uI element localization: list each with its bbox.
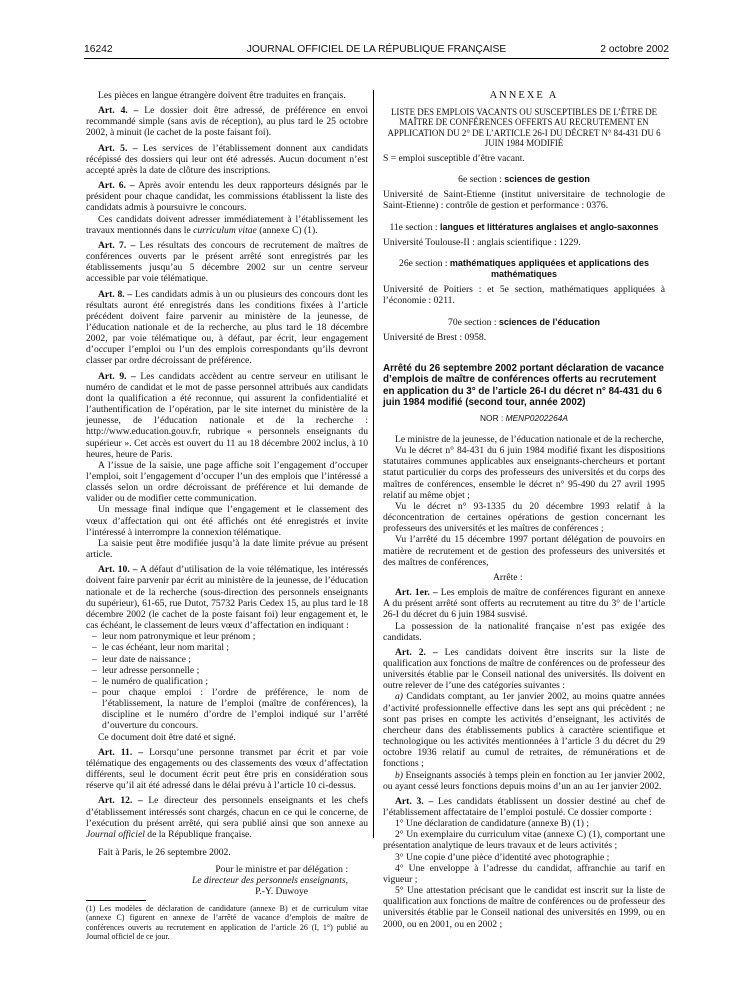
paragraph: La possession de la nationalité française n’est pas exigée des candidats. (383, 620, 665, 643)
left-column (86, 90, 368, 898)
section-entry: Université Toulouse-II : anglais scientifique : 1229. (383, 236, 581, 248)
section-heading: 26e section : mathématiques appliquées et applications des mathématiques (399, 257, 649, 280)
paragraph: Vu le décret n° 84-431 du 6 juin 1984 modifié fixant les dispositions statutaires communes applicables aux enseignants-chercheurs et portant statut particulier du corps des professeurs des universités et du corps des maîtres de conférences, ensemble le décret n° 95-490 du 27 avril 1995 relatif au même objet ; (383, 445, 665, 501)
paragraph: Vu le décret n° 93-1335 du 20 décembre 1993 relatif à la déconcentration de certaines opérations de gestion concernant les professeurs des universités et les maîtres de conférences ; (383, 500, 665, 535)
footnote-rule (86, 900, 146, 901)
article-label: Art. 2. – (395, 646, 438, 658)
article-6: Art. 6. – Après avoir entendu les deux rapporteurs désignés par le président pour chaque candidat, les commissions établissent la liste des candidats admis à poursuivre le concours. (86, 180, 368, 214)
article-label: Art. 7. – (98, 239, 136, 251)
section-heading: 6e section : sciences de gestion (458, 174, 590, 186)
page-header (84, 44, 669, 58)
article-label: Art. 1er. – (395, 587, 438, 599)
article-12: Art. 12. – Le directeur des personnels enseignants et les chefs d’établissement intéressés sont chargés, chacun en ce qui le concerne, de l’exécution du présent arrêté, qui sera publié ainsi que son annexe au Journal officiel de la République française. (86, 795, 368, 840)
list-item: 4° Une enveloppe à l’adresse du candidat, affranchie au tarif en vigueur ; (383, 862, 665, 885)
section-entry: Université de Brest : 0958. (383, 331, 487, 343)
paragraph: Le ministre de la jeunesse, de l’éducation nationale et de la recherche, (395, 434, 664, 445)
article-5: Art. 5. – Les services de l’établissement donnent aux candidats récépissé des dossiers qui leur ont été adressés. Aucun document n’est accepté après la date de clôture des inscriptions. (86, 142, 368, 176)
list-item: 5° Une attestation précisant que le candidat est inscrit sur la liste de qualification aux fonctions de maître de conférences ou de professeur des universités établie par le Conseil national des universités en 1999, ou en 2000, ou en 2001, ou en 2002 ; (383, 885, 665, 930)
article-label: Art. 8. – (98, 288, 133, 300)
column-divider (373, 90, 374, 838)
signature-place-date: Fait à Paris, le 26 septembre 2002. (98, 847, 231, 858)
list-item: 3° Une copie d’une pièce d’identité avec photographie ; (395, 851, 610, 863)
list-item: 1° Une déclaration de candidature (annexe B) (1) ; (395, 818, 590, 830)
section-entry: Université de Saint-Etienne (institut universitaire de technologie de Saint-Etienne) : contrôle de gestion et performance : 0376. (383, 189, 665, 212)
article-4: Art. 4. – Le dossier doit être adressé, de préférence en envoi recommandé simple (sans avis de réception), au plus tard le 25 octobre 2002, à minuit (le cachet de la poste faisant foi). (86, 105, 368, 139)
annex-title: ANNEXE A (489, 90, 559, 101)
article-label: Art. 4. – (98, 105, 139, 117)
issue-date: 2 octobre 2002 (600, 44, 669, 55)
arrete-label: Arrête : (493, 571, 523, 583)
list-item: 2° Un exemplaire du curriculum vitae (annexe C) (1), comportant une présentation analytique de leurs travaux et de leurs activités ; (383, 829, 665, 852)
article-9: Art. 9. – Les candidats accèdent au centre serveur en utilisant le numéro de candidat et le mot de passe personnel attribués aux candidats dont la qualification a été reconnue, qui assurent la confidentialité et l’authentification de l’opération, par le site internet du ministère de la jeunesse, de l’éducation nationale et de la recherche : http://www.education.gouv.fr, rubrique « personnels enseignants du supérieur ». Cet accès est ouvert du 11 au 18 décembre 2002 inclus, à 10 heures, heure de Paris. (86, 370, 368, 460)
paragraph: A l’issue de la saisie, une page affiche soit l’engagement d’occuper l’emploi, soit l’engagement d’occuper l’un des emplois que l’intéressé a classés selon un ordre décroissant de préférence et lui demande de valider ou de modifier cette communication. (86, 459, 368, 505)
article-label: Art. 9. – (98, 370, 136, 382)
paragraph: Vu l’arrêté du 15 décembre 1997 portant délégation de pouvoirs en matière de recrutement et de gestion des professeurs des universités et des maîtres de conférences, (383, 534, 665, 568)
article-3: Art. 3. – Les candidats établissent un dossier destiné au chef de l’établissement affectataire de l’emploi postulé. Ce dossier comporte : (383, 795, 665, 818)
paragraph: Ces candidats doivent adresser immédiatement à l’établissement les travaux mentionnés dans le curriculum vitae (annexe C) (1). (86, 213, 368, 236)
list-item: – pour chaque emploi : l’ordre de préférence, le nom de l’établissement, la nature de l’emploi (maître de conférences), la discipline et le numéro d’ordre de l’emploi indiqué sur l’arrêté d’ouverture du concours. (86, 687, 368, 732)
list-item: – le cas échéant, leur nom marital ; (86, 642, 368, 653)
section-heading: 70e section : sciences de l’éducation (448, 316, 600, 328)
article-label: Art. 11. – (98, 746, 144, 758)
footnote: (1) Les modèles de déclaration de candidature (annexe B) et de curriculum vitae (annexe C) figurent en annexe de l’arrêté de vacance d’emplois de maître de conférences ouverts au recrutement en application de l’article 26 (I, 1°) publié au Journal officiel de ce jour. (86, 904, 368, 941)
right-column (383, 90, 665, 930)
article-8: Art. 8. – Les candidats admis à un ou plusieurs des concours dont les résultats auront été enregistrés dans les conditions fixées à l’article précédent doivent faire parvenir au ministère de la jeunesse, de l’éducation nationale et de la recherche, au plus tard le 18 décembre 2002, par voie télématique ou, à défaut, par écrit, leur engagement d’occuper l’emploi ou l’un des emplois correspondants qu’ils devront classer par ordre décroissant de préférence. (86, 288, 368, 367)
article-label: Art. 10. – (98, 564, 138, 576)
article-10: Art. 10. – A défaut d’utilisation de la voie télématique, les intéressés doivent faire parvenir par écrit au ministère de la jeunesse, de l’éducation nationale et de la recherche (sous-direction des personnels enseignants du supérieur), 61-65, rue Dutot, 75732 Paris Cedex 15, au plus tard le 18 décembre 2002 (le cachet de la poste faisant foi) leur engagement et, le cas échéant, le classement de leurs vœux d’affectation en indiquant : (86, 564, 368, 632)
header-rule (84, 58, 669, 59)
article-7: Art. 7. – Les résultats des concours de recrutement de maîtres de conférences ouverts par le présent arrêté sont enregistrés par les établissements jusqu’au 5 décembre 2002 sur un centre serveur accessible par voie télématique. (86, 239, 368, 285)
paragraph: Ce document doit être daté et signé. (98, 731, 236, 743)
paragraph: a) Candidats comptant, au 1er janvier 2002, au moins quatre années d’activité professionnelle effective dans les sept ans qui précèdent ; ne sont pas prises en compte les activités d’enseignant, les activités de chercheur dans des établissements publics à caractère scientifique et technologique ou les activités mentionnées à l’article 3 du décret du 29 octobre 1936 relatif au cumul de retraites, de rémunérations et de fonctions ; (383, 691, 665, 770)
article-label: Art. 6. – (98, 180, 135, 192)
annex-heading: LISTE DES EMPLOIS VACANTS OU SUSCEPTIBLES DE L’ÊTRE DE MAÎTRE DE CONFÉRENCES OFFERTS AU RECRUTEMENT EN APPLICATION DU 2° DE L’ARTICLE 26-I DU DÉCRET N° 84-431 DU 6 JUIN 1984 MODIFIÉ (387, 107, 661, 148)
journal-title: JOURNAL OFFICIEL DE LA RÉPUBLIQUE FRANÇAISE (246, 44, 507, 55)
article-2: Art. 2. – Les candidats doivent être inscrits sur la liste de qualification aux fonctions de maître de conférences ou de professeur des universités établie par le Conseil national des universités. Ils doivent en outre relever de l’une des catégories suivantes : (383, 646, 665, 692)
article-1: Art. 1er. – Les emplois de maître de conférences figurant en annexe A du présent arrêté sont offerts au recrutement au titre du 3° de l’article 26-I du décret du 6 juin 1984 susvisé. (383, 587, 665, 621)
article-11: Art. 11. – Lorsqu’une personne transmet par écrit et par voie télématique des engagements ou des classements des vœux d’affectation différents, seul le document écrit peut être pris en considération sous réserve qu’il ait été adressé dans le délai prévu à l’article 10 ci-dessus. (86, 746, 368, 792)
article-label: Art. 5. – (98, 142, 138, 154)
section-entry: Université de Poitiers : et 5e section, mathématiques appliquées à l’économie : 0211. (383, 284, 665, 307)
paragraph: La saisie peut être modifiée jusqu’à la date limite prévue au présent article. (86, 537, 368, 561)
decree-title: Arrêté du 26 septembre 2002 portant déclaration de vacance d’emplois de maître de conférences offerts au recrutement en application du 3° de l’article 26-I du décret n° 84-431 du 6 juin 1984 modifié (second tour, année 2002) (383, 362, 664, 409)
list-item: – leur adresse personnelle ; (86, 665, 368, 676)
signatory-name: P.-Y. Duwoye (255, 886, 308, 898)
list-item: – leur date de naissance ; (86, 654, 368, 665)
nor-reference: NOR : MENP0202264A (480, 412, 568, 423)
page-number: 16242 (84, 44, 113, 55)
signature-title: Le directeur des personnels enseignants, (191, 875, 348, 887)
section-heading: 11e section : langues et littératures anglaises et anglo-saxonnes (389, 221, 659, 233)
signature-line: Pour le ministre et par délégation : (215, 864, 348, 876)
list-item: – le numéro de qualification ; (86, 676, 368, 687)
paragraph: b) Enseignants associés à temps plein en fonction au 1er janvier 2002, ou ayant cessé leurs fonctions depuis moins d’un an au 1er janvier 2002. (383, 769, 665, 792)
article-label: Art. 3. – (395, 795, 434, 807)
list-item: – leur nom patronymique et leur prénom ; (86, 631, 368, 642)
paragraph: Les pièces en langue étrangère doivent être traduites en français. (98, 90, 346, 101)
annex-legend: S = emploi susceptible d’être vacant. (383, 152, 525, 164)
article-label: Art. 12. – (98, 795, 143, 807)
paragraph: Un message final indique que l’engagement et le classement des vœux d’affectation qui ont été affichés ont été enregistrés et invite l’intéressé à interrompre la connexion télématique. (86, 504, 368, 538)
